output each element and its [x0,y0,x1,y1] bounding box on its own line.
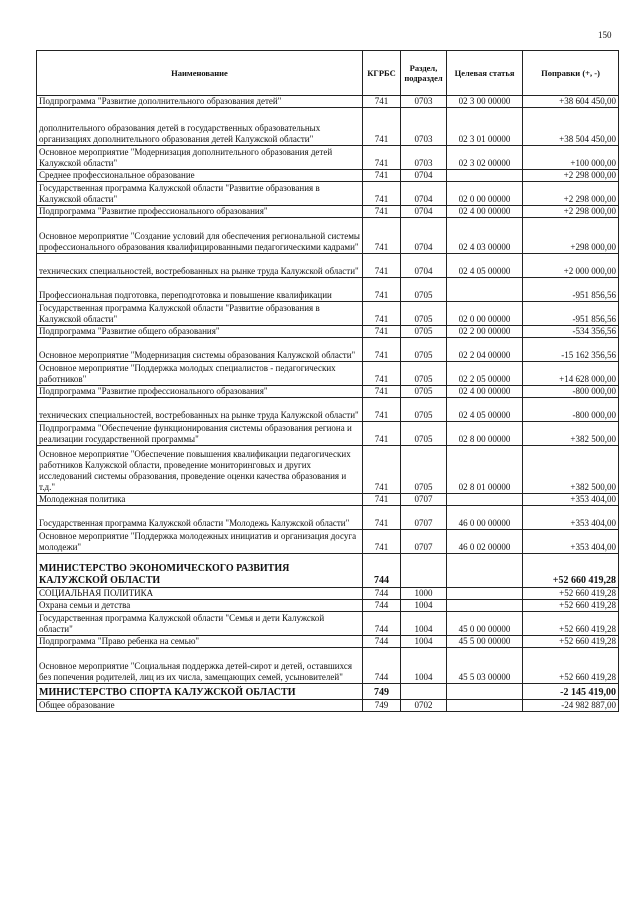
cell-kgrbs: 741 [363,530,401,554]
cell-kgrbs: 741 [363,182,401,206]
cell-amount: +52 660 419,28 [523,554,619,588]
cell-amount: +14 628 000,00 [523,362,619,386]
cell-target: 02 4 03 00000 [447,218,523,254]
cell-amount: -951 856,56 [523,302,619,326]
cell-kgrbs: 741 [363,386,401,398]
cell-amount: +52 660 419,28 [523,612,619,636]
cell-name: Основное мероприятие "Модернизация дополнительного образования детей Калужской области" [37,146,363,170]
cell-section: 0705 [401,326,447,338]
table-row [37,302,619,326]
table-row [37,530,619,554]
cell-name: МИНИСТЕРСТВО СПОРТА КАЛУЖСКОЙ ОБЛАСТИ [37,684,363,700]
table-row [37,170,619,182]
cell-target: 02 2 05 00000 [447,362,523,386]
cell-name: Общее образование [37,700,363,712]
table-row [37,182,619,206]
cell-kgrbs: 741 [363,96,401,108]
cell-kgrbs: 741 [363,422,401,446]
table-row [37,684,619,700]
cell-section: 1004 [401,636,447,648]
cell-target: 02 8 00 00000 [447,422,523,446]
cell-name: технических специальностей, востребованных на рынке труда Калужской области" [37,254,363,278]
cell-target [447,170,523,182]
cell-amount: +298 000,00 [523,218,619,254]
cell-section: 0705 [401,362,447,386]
table-row [37,422,619,446]
table-row [37,108,619,146]
cell-kgrbs: 744 [363,600,401,612]
cell-kgrbs: 744 [363,612,401,636]
cell-section: 1004 [401,648,447,684]
cell-amount: +353 404,00 [523,494,619,506]
cell-target [447,588,523,600]
cell-amount: +38 604 450,00 [523,96,619,108]
cell-kgrbs: 744 [363,554,401,588]
cell-section: 0702 [401,700,447,712]
cell-target [447,600,523,612]
cell-section: 0707 [401,530,447,554]
cell-section: 0705 [401,338,447,362]
cell-kgrbs: 741 [363,494,401,506]
cell-amount: +100 000,00 [523,146,619,170]
cell-kgrbs: 741 [363,326,401,338]
cell-target [447,700,523,712]
header-name: Наименование [37,51,363,96]
cell-name: СОЦИАЛЬНАЯ ПОЛИТИКА [37,588,363,600]
table-row [37,206,619,218]
cell-amount: +2 000 000,00 [523,254,619,278]
cell-section: 0704 [401,170,447,182]
cell-section: 1004 [401,600,447,612]
cell-amount: -24 982 887,00 [523,700,619,712]
cell-amount: -2 145 419,00 [523,684,619,700]
cell-target: 45 5 00 00000 [447,636,523,648]
cell-kgrbs: 741 [363,206,401,218]
cell-amount: +2 298 000,00 [523,182,619,206]
cell-target: 02 4 05 00000 [447,398,523,422]
cell-name: Государственная программа Калужской области "Развитие образования в Калужской области" [37,302,363,326]
table-row [37,386,619,398]
table-header-row [37,51,619,96]
cell-section: 0705 [401,386,447,398]
table-row [37,254,619,278]
cell-name: Государственная программа Калужской области "Семья и дети Калужской области" [37,612,363,636]
cell-kgrbs: 749 [363,684,401,700]
cell-target: 02 2 04 00000 [447,338,523,362]
cell-target: 02 3 00 00000 [447,96,523,108]
cell-section: 0705 [401,278,447,302]
cell-section [401,684,447,700]
cell-amount: -534 356,56 [523,326,619,338]
cell-section: 0704 [401,254,447,278]
table-row [37,612,619,636]
cell-amount: +52 660 419,28 [523,636,619,648]
cell-name: Подпрограмма "Развитие дополнительного образования детей" [37,96,363,108]
table-row [37,494,619,506]
cell-name: Государственная программа Калужской области "Молодежь Калужской области" [37,506,363,530]
cell-target: 45 5 03 00000 [447,648,523,684]
page-number: 150 [598,30,612,40]
cell-name: Государственная программа Калужской области "Развитие образования в Калужской области" [37,182,363,206]
cell-section: 0707 [401,494,447,506]
cell-name: Охрана семьи и детства [37,600,363,612]
cell-name: Основное мероприятие "Социальная поддержка детей-сирот и детей, оставшихся без попечения родителей, лиц из их числа, замещающих семей, усыновителей" [37,648,363,684]
cell-name: Основное мероприятие "Модернизация системы образования Калужской области" [37,338,363,362]
cell-target: 02 0 00 00000 [447,182,523,206]
cell-amount: -800 000,00 [523,398,619,422]
cell-section: 0705 [401,422,447,446]
cell-amount: +382 500,00 [523,422,619,446]
cell-kgrbs: 741 [363,398,401,422]
cell-target: 02 4 00 00000 [447,206,523,218]
cell-amount: +2 298 000,00 [523,206,619,218]
cell-amount: +38 504 450,00 [523,108,619,146]
cell-name: Подпрограмма "Развитие общего образования" [37,326,363,338]
table-row [37,700,619,712]
cell-name: Подпрограмма "Право ребенка на семью" [37,636,363,648]
table-row [37,362,619,386]
cell-kgrbs: 744 [363,648,401,684]
cell-kgrbs: 741 [363,338,401,362]
cell-name: Подпрограмма "Развитие профессионального образования" [37,206,363,218]
header-section: Раздел, подраздел [401,51,447,96]
table-row [37,554,619,588]
table-row [37,96,619,108]
cell-target: 02 3 02 00000 [447,146,523,170]
table-row [37,398,619,422]
cell-kgrbs: 741 [363,218,401,254]
cell-target: 02 2 00 00000 [447,326,523,338]
cell-target: 45 0 00 00000 [447,612,523,636]
cell-section: 0704 [401,206,447,218]
cell-name: Подпрограмма "Обеспечение функционирования системы образования региона и реализации государственной программы" [37,422,363,446]
cell-target: 46 0 00 00000 [447,506,523,530]
cell-target [447,494,523,506]
cell-name: Подпрограмма "Развитие профессионального образования" [37,386,363,398]
table-row [37,600,619,612]
cell-section: 1000 [401,588,447,600]
table-row [37,278,619,302]
table-row [37,218,619,254]
cell-kgrbs: 741 [363,302,401,326]
table-row [37,338,619,362]
cell-target: 02 3 01 00000 [447,108,523,146]
cell-amount: -15 162 356,56 [523,338,619,362]
cell-kgrbs: 741 [363,506,401,530]
header-kgrbs: КГРБС [363,51,401,96]
table-row [37,648,619,684]
cell-amount: +353 404,00 [523,506,619,530]
cell-name: Профессиональная подготовка, переподготовка и повышение квалификации [37,278,363,302]
cell-kgrbs: 744 [363,636,401,648]
cell-amount: -951 856,56 [523,278,619,302]
header-target: Целевая статья [447,51,523,96]
cell-kgrbs: 741 [363,108,401,146]
cell-section: 1004 [401,612,447,636]
cell-kgrbs: 749 [363,700,401,712]
cell-target: 02 8 01 00000 [447,446,523,494]
table-row [37,446,619,494]
cell-name: Среднее профессиональное образование [37,170,363,182]
cell-name: Основное мероприятие "Поддержка молодых специалистов - педагогических работников" [37,362,363,386]
cell-target: 46 0 02 00000 [447,530,523,554]
budget-table [36,50,619,712]
cell-kgrbs: 741 [363,146,401,170]
cell-name: Основное мероприятие "Создание условий для обеспечения региональной системы профессионального образования квалифицированными педагогическими кадрами" [37,218,363,254]
cell-amount: +52 660 419,28 [523,600,619,612]
cell-target [447,278,523,302]
cell-section: 0703 [401,108,447,146]
cell-amount: +52 660 419,28 [523,588,619,600]
cell-kgrbs: 741 [363,254,401,278]
cell-section: 0704 [401,182,447,206]
cell-section: 0705 [401,446,447,494]
cell-kgrbs: 741 [363,170,401,182]
cell-target: 02 4 00 00000 [447,386,523,398]
header-amount: Поправки (+, -) [523,51,619,96]
cell-section: 0707 [401,506,447,530]
cell-amount: -800 000,00 [523,386,619,398]
cell-section: 0703 [401,146,447,170]
cell-name: Основное мероприятие "Поддержка молодежных инициатив и организация досуга молодежи" [37,530,363,554]
cell-name: дополнительного образования детей в государственных образовательных организациях дополнительного образования детей Калужской области" [37,108,363,146]
cell-section: 0705 [401,302,447,326]
cell-section: 0704 [401,218,447,254]
cell-amount: +382 500,00 [523,446,619,494]
cell-kgrbs: 741 [363,446,401,494]
cell-section: 0705 [401,398,447,422]
table-row [37,326,619,338]
cell-amount: +353 404,00 [523,530,619,554]
cell-name: Молодежная политика [37,494,363,506]
table-body [37,96,619,712]
cell-name: МИНИСТЕРСТВО ЭКОНОМИЧЕСКОГО РАЗВИТИЯ КАЛУЖСКОЙ ОБЛАСТИ [37,554,363,588]
cell-section: 0703 [401,96,447,108]
cell-name: технических специальностей, востребованных на рынке труда Калужской области" [37,398,363,422]
cell-amount: +52 660 419,28 [523,648,619,684]
cell-kgrbs: 741 [363,362,401,386]
table-row [37,146,619,170]
cell-target [447,684,523,700]
cell-target: 02 4 05 00000 [447,254,523,278]
table-row [37,588,619,600]
table-row [37,636,619,648]
cell-target: 02 0 00 00000 [447,302,523,326]
cell-kgrbs: 741 [363,278,401,302]
cell-target [447,554,523,588]
cell-section [401,554,447,588]
cell-kgrbs: 744 [363,588,401,600]
cell-name: Основное мероприятие "Обеспечение повышения квалификации педагогических работников Калужской области, проведение мониторинговых и других исследований системы образования, проведение оценки качества образования и т.д." [37,446,363,494]
cell-amount: +2 298 000,00 [523,170,619,182]
table-row [37,506,619,530]
